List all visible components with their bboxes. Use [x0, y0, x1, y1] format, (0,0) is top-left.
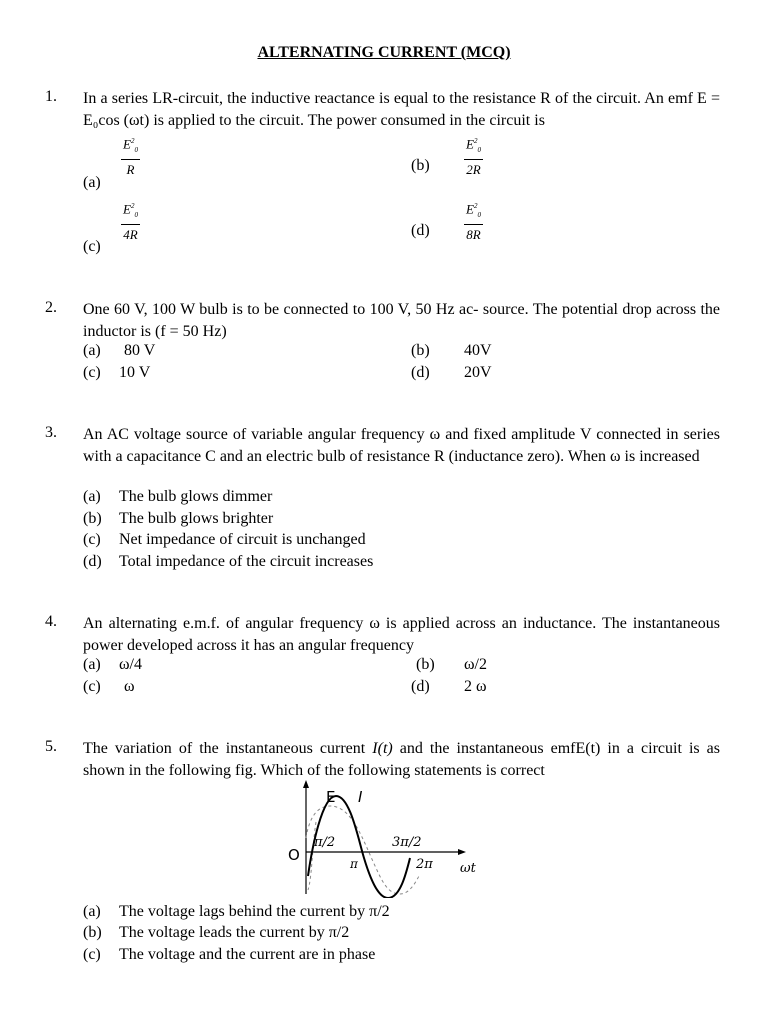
question-1-text: In a series LR-circuit, the inductive reactance is equal to the resistance R of the circuit. An emf E = E₀cos (ωt) is applied to the circuit. The power consumed in the circuit is: [83, 90, 720, 129]
label-i: I: [358, 788, 363, 806]
q2-option-d-label[interactable]: (d): [411, 364, 430, 381]
q3-option-c-label[interactable]: (c): [83, 531, 101, 548]
question-3-number: 3.: [45, 424, 57, 441]
q4-option-b-label[interactable]: (b): [416, 656, 435, 673]
q4-option-b-text: ω/2: [464, 656, 487, 673]
q1-option-d-fraction: $\frac{E^2_0}{8R}$: [464, 198, 483, 243]
q2-option-c-label[interactable]: (c): [83, 364, 101, 381]
page-title: ALTERNATING CURRENT (MCQ): [257, 44, 511, 61]
q1-option-c-label[interactable]: (c): [83, 238, 101, 255]
q2-option-a-text: 80 V: [124, 342, 156, 359]
q2-option-b-text: 40V: [464, 342, 492, 359]
q5-option-b-text: The voltage leads the current by π/2: [119, 924, 350, 941]
label-omega-t: ωt: [460, 861, 476, 876]
question-5-number: 5.: [45, 738, 57, 755]
q4-option-c-text: ω: [124, 678, 135, 695]
label-e: E: [326, 788, 336, 806]
question-4-text: An alternating e.m.f. of angular frequency ω is applied across an inductance. The instantaneous power developed across it has an angular frequency: [83, 615, 720, 654]
q3-option-b-label[interactable]: (b): [83, 510, 102, 527]
q5-option-a-label[interactable]: (a): [83, 903, 101, 920]
q2-option-a-label[interactable]: (a): [83, 342, 101, 359]
label-pi-over-2: π/2: [314, 835, 336, 850]
q1-option-d-label[interactable]: (d): [411, 222, 430, 239]
q2-option-b-label[interactable]: (b): [411, 342, 430, 359]
q3-option-a-text: The bulb glows dimmer: [119, 488, 273, 505]
vertical-axis-arrow: [303, 780, 309, 788]
q2-option-d-text: 20V: [464, 364, 492, 381]
q4-option-a-text: ω/4: [119, 656, 142, 673]
horizontal-axis-arrow: [458, 849, 466, 855]
label-2pi: 2π: [416, 857, 433, 872]
q1-option-b-label[interactable]: (b): [411, 157, 430, 174]
q4-option-a-label[interactable]: (a): [83, 656, 101, 673]
waveform-figure: [282, 778, 487, 898]
question-5-text: The variation of the instantaneous current I(t) and the instantaneous emfE(t) in a circuit is as shown in the following fig. Which of the following statements is correct: [83, 740, 721, 779]
label-pi: π: [350, 857, 358, 871]
q3-option-a-label[interactable]: (a): [83, 488, 101, 505]
q1-option-c-fraction: $\frac{E^2_0}{4R}$: [121, 198, 140, 243]
q5-option-b-label[interactable]: (b): [83, 924, 102, 941]
q3-option-d-label[interactable]: (d): [83, 553, 102, 570]
question-4-number: 4.: [45, 613, 57, 630]
q4-option-c-label[interactable]: (c): [83, 678, 101, 695]
q1-option-b-fraction: $\frac{E^2_0}{2R}$: [464, 133, 483, 178]
label-3pi-over-2: 3π/2: [392, 835, 422, 850]
q5-option-c-label[interactable]: (c): [83, 946, 101, 963]
q3-option-c-text: Net impedance of circuit is unchanged: [119, 531, 366, 548]
question-2-number: 2.: [45, 299, 57, 316]
label-origin: O: [288, 846, 300, 864]
q5-option-a-text: The voltage lags behind the current by π/2: [119, 903, 390, 920]
question-3-text: An AC voltage source of variable angular frequency ω and fixed amplitude V connected in series with a capacitance C and an electric bulb of resistance R (inductance zero). When ω is increased: [83, 426, 720, 465]
q4-option-d-text: 2 ω: [464, 678, 487, 695]
q2-option-c-text: 10 V: [119, 364, 151, 381]
question-1-number: 1.: [45, 88, 57, 105]
q3-option-b-text: The bulb glows brighter: [119, 510, 274, 527]
q1-option-a-fraction: $\frac{E^2_0}{R}$: [121, 133, 140, 178]
q1-option-a-label[interactable]: (a): [83, 174, 101, 191]
q3-option-d-text: Total impedance of the circuit increases: [119, 553, 374, 570]
q5-option-c-text: The voltage and the current are in phase: [119, 946, 376, 963]
question-2-text: One 60 V, 100 W bulb is to be connected to 100 V, 50 Hz ac- source. The potential drop across the inductor is (f = 50 Hz): [83, 301, 720, 340]
q4-option-d-label[interactable]: (d): [411, 678, 430, 695]
